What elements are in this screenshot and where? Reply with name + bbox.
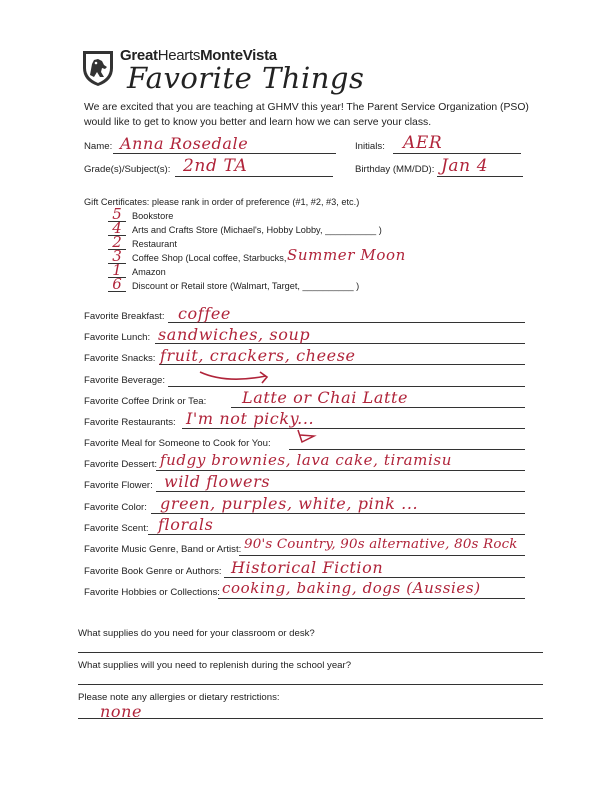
- favorite-value[interactable]: Historical Fiction: [231, 558, 384, 577]
- down-arrow-icon: [196, 368, 276, 388]
- answer-line: [239, 555, 525, 556]
- favorite-label: Favorite Hobbies or Collections:: [84, 587, 220, 598]
- intro-paragraph: We are excited that you are teaching at GHMV this year! The Parent Service Organization (PSO) would like to get to know you better and learn how we can serve your class.: [84, 102, 529, 128]
- favorite-label: Favorite Meal for Someone to Cook for You:: [84, 438, 271, 449]
- answer-line: [78, 652, 543, 653]
- favorite-label: Favorite Restaurants:: [84, 417, 176, 428]
- favorite-value[interactable]: florals: [158, 515, 214, 534]
- favorite-value[interactable]: Latte or Chai Latte: [242, 388, 409, 407]
- favorite-value[interactable]: fudgy brownies, lava cake, tiramisu: [160, 451, 452, 469]
- birthday-line: [437, 176, 523, 177]
- name-value[interactable]: Anna Rosedale: [120, 134, 249, 153]
- initials-value[interactable]: AER: [403, 133, 443, 153]
- initials-label: Initials:: [355, 141, 385, 152]
- favorite-label: Favorite Flower:: [84, 480, 153, 491]
- answer-line: [218, 598, 525, 599]
- caret-arrow-icon: [294, 428, 320, 446]
- favorite-value[interactable]: coffee: [178, 304, 231, 323]
- birthday-value[interactable]: Jan 4: [441, 156, 489, 176]
- name-line: [113, 153, 336, 154]
- favorite-value[interactable]: 90's Country, 90s alternative, 80s Rock: [244, 537, 518, 552]
- answer-line: [231, 407, 525, 408]
- gift-rank-restaurant[interactable]: 2: [108, 236, 126, 250]
- gift-label-discount: Discount or Retail store (Walmart, Target, __________ ): [132, 281, 360, 291]
- gift-coffee-extra[interactable]: Summer Moon: [287, 246, 406, 264]
- answer-line: [78, 684, 543, 685]
- favorite-label: Favorite Dessert:: [84, 459, 158, 470]
- answer-line: [224, 577, 525, 578]
- name-label: Name:: [84, 141, 113, 152]
- favorite-label: Favorite Color:: [84, 502, 147, 513]
- favorite-value[interactable]: wild flowers: [164, 472, 271, 491]
- allergies-question: Please note any allergies or dietary restrictions:: [78, 692, 280, 703]
- favorite-label: Favorite Coffee Drink or Tea:: [84, 396, 207, 407]
- answer-line: [156, 470, 525, 471]
- allergies-value[interactable]: none: [100, 702, 143, 721]
- grade-label: Grade(s)/Subject(s):: [84, 164, 171, 175]
- favorite-value[interactable]: cooking, baking, dogs (Aussies): [222, 579, 481, 597]
- gift-label-coffee: Coffee Shop (Local coffee, Starbucks,: [132, 253, 287, 263]
- favorite-label: Favorite Scent:: [84, 523, 149, 534]
- gift-label-restaurant: Restaurant: [132, 239, 177, 249]
- favorite-label: Favorite Lunch:: [84, 332, 151, 343]
- initials-line: [393, 153, 521, 154]
- grade-line: [175, 176, 333, 177]
- answer-line: [78, 718, 543, 719]
- favorite-label: Favorite Book Genre or Authors:: [84, 566, 222, 577]
- replenish-question: What supplies will you need to replenish during the school year?: [78, 660, 352, 671]
- answer-line: [156, 491, 525, 492]
- favorite-value[interactable]: sandwiches, soup: [158, 325, 311, 344]
- favorite-label: Favorite Snacks:: [84, 353, 156, 364]
- brand-wordmark: GreatHeartsMonteVista: [120, 47, 277, 64]
- favorite-label: Favorite Beverage:: [84, 375, 166, 386]
- gift-label-arts: Arts and Crafts Store (Michael's, Hobby Lobby, __________ ): [132, 225, 382, 235]
- gift-rank-discount[interactable]: 6: [108, 278, 126, 292]
- favorite-value[interactable]: I'm not picky...: [186, 409, 315, 428]
- answer-line: [182, 428, 525, 429]
- grade-value[interactable]: 2nd TA: [183, 156, 248, 176]
- answer-line: [148, 534, 525, 535]
- birthday-label: Birthday (MM/DD):: [355, 164, 435, 175]
- answer-line: [151, 513, 525, 514]
- gift-rank-arts[interactable]: 4: [108, 222, 126, 236]
- shield-logo-icon: [80, 48, 116, 88]
- gift-intro: Gift Certificates: please rank in order of preference (#1, #2, #3, etc.): [84, 197, 360, 207]
- gift-rank-coffee[interactable]: 3: [108, 250, 126, 264]
- gift-rank-amazon[interactable]: 1: [108, 264, 126, 278]
- gift-label-bookstore: Bookstore: [132, 211, 174, 221]
- answer-line: [289, 449, 525, 450]
- favorite-label: Favorite Music Genre, Band or Artist:: [84, 544, 242, 555]
- favorite-label: Favorite Breakfast:: [84, 311, 165, 322]
- favorite-value[interactable]: green, purples, white, pink ...: [160, 494, 419, 513]
- favorite-value[interactable]: fruit, crackers, cheese: [160, 346, 356, 365]
- supplies-question: What supplies do you need for your classroom or desk?: [78, 628, 315, 639]
- gift-label-amazon: Amazon: [132, 267, 166, 277]
- gift-rank-bookstore[interactable]: 5: [108, 208, 126, 222]
- page-title: Favorite Things: [127, 61, 365, 95]
